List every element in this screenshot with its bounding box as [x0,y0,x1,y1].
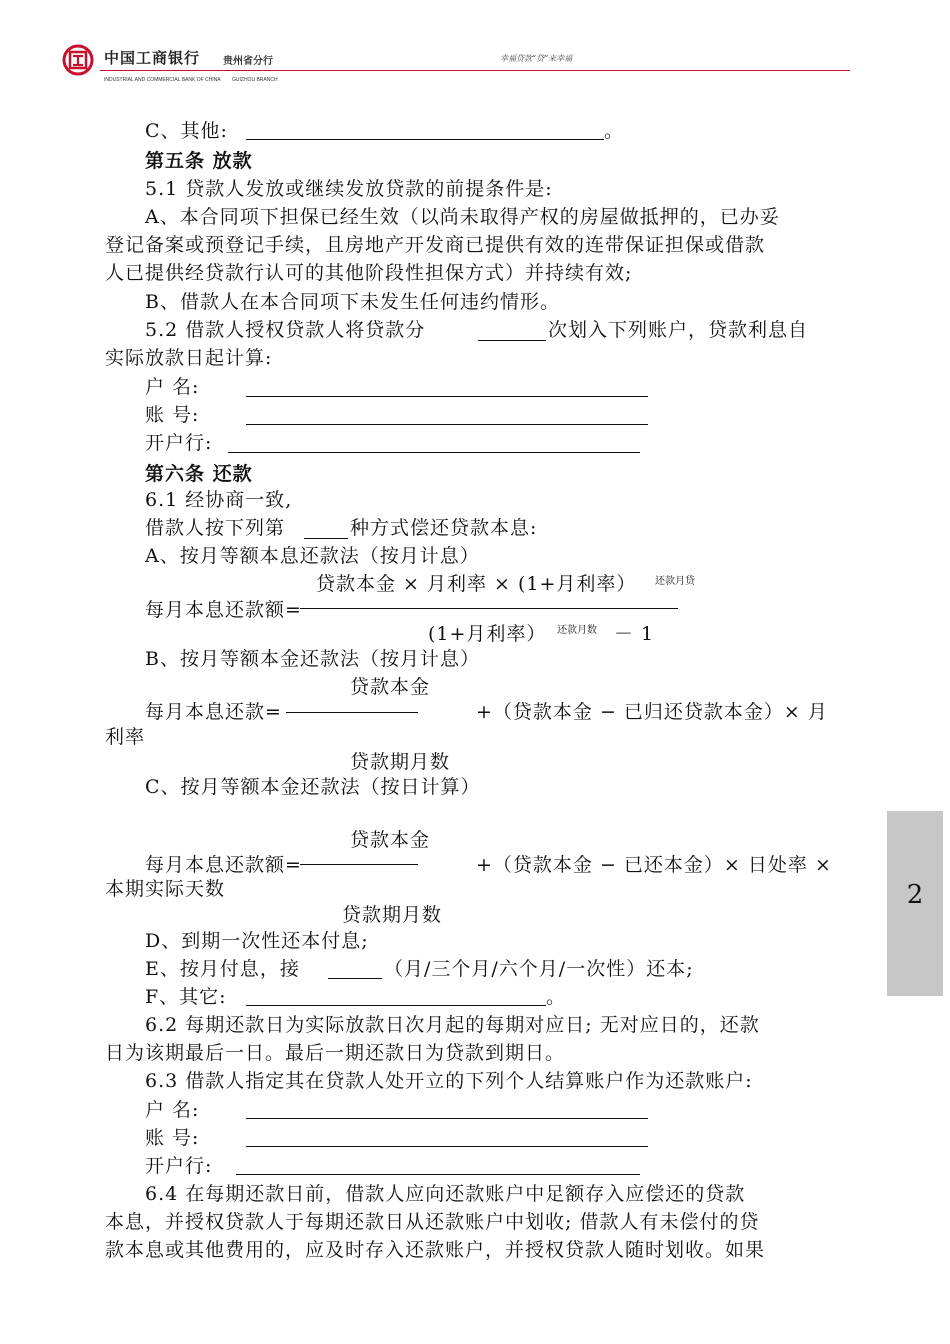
c-other-end: 。 [604,120,625,142]
clause-5-1-a-line3: 人已提供经贷款行认可的其他阶段性担保方式）并持续有效; [105,262,633,284]
clause-5-1-b: B、借款人在本合同项下未发生任何违约情形。 [145,291,560,313]
option-a: A、按月等额本息还款法（按月计息） [145,545,480,567]
repay-account-bank-blank [236,1174,640,1175]
option-e-blank [328,978,382,979]
clause-5-1-a-line1: A、本合同项下担保已经生效（以尚未取得产权的房屋做抵押的，已办妥 [145,206,780,228]
clause-6-4-line2: 本息，并授权贷款人于每期还款日从还款账户中划收; 借款人有未偿付的贷 [105,1211,760,1233]
formula-b-numerator: 贷款本金 [350,676,431,698]
repay-account-name-blank [246,1118,648,1119]
repay-account-name-label: 户 名: [145,1099,200,1121]
formula-b-fraction-bar [286,712,418,713]
clause-5-2-line2: 实际放款日起计算: [105,347,273,369]
page-number: 2 [906,880,924,910]
formula-a-fraction-bar [300,608,678,609]
account-name-blank [246,396,648,397]
formula-a-lhs: 每月本息还款额= [145,599,302,621]
repay-account-bank-label: 开户行: [145,1155,213,1177]
option-e-post: （月/三个月/六个月/一次性）还本; [384,958,694,980]
branch-name-en: GUIZHOU BRANCH [232,77,278,83]
option-b: B、按月等额本金还款法（按月计息） [145,648,480,670]
clause-5-2-post: 次划入下列账户，贷款利息自 [548,319,809,341]
account-number-label: 账 号: [145,404,200,426]
clause-6-1: 6.1 经协商一致, [145,489,293,511]
clause-6-2-line1: 6.2 每期还款日为实际放款日次月起的每期对应日; 无对应日的，还款 [145,1014,760,1036]
method-blank [304,538,348,539]
bank-name: 中国工商银行 [104,49,201,67]
icbc-logo-icon [62,44,94,76]
clause-6-4-line3: 款本息或其他费用的，应及时存入还款账户，并授权贷款人随时划收。如果 [105,1239,766,1261]
article-5-title: 第五条 放款 [145,150,253,172]
header-divider [100,70,850,71]
formula-c-denominator: 贷款期月数 [342,904,443,926]
account-bank-blank [228,452,640,453]
formula-a-den-exponent: 还款月数 [557,625,597,636]
c-other-label: C、其他: [145,120,228,142]
option-f-end: 。 [546,986,567,1008]
clause-6-1-pre: 借款人按下列第 [145,517,286,539]
formula-b-tail: +（贷款本金 − 已归还贷款本金）× 月 [476,701,828,723]
clause-5-2-pre: 5.2 借款人授权贷款人将贷款分 [145,319,426,341]
clause-5-1-a-line2: 登记备案或预登记手续，且房地产开发商已提供有效的连带保证担保或借款 [105,234,766,256]
option-e-pre: E、按月付息，接 [145,958,300,980]
c-other-blank [246,139,604,140]
clause-6-1-post: 种方式偿还贷款本息: [350,517,538,539]
formula-a-numerator: 贷款本金 × 月利率 × (1+月利率） [316,573,637,595]
formula-a-den-tail: － 1 [614,623,655,645]
clause-6-2-line2: 日为该期最后一日。最后一期还款日为贷款到期日。 [105,1042,566,1064]
article-6-title: 第六条 还款 [145,463,253,485]
repay-account-number-blank [246,1146,648,1147]
bank-name-en: INDUSTRIAL AND COMMERCIAL BANK OF CHINA [104,77,221,83]
formula-a-denominator: (1+月利率） [428,623,547,645]
formula-c-lhs: 每月本息还款额= [145,854,302,876]
clause-6-3: 6.3 借款人指定其在贷款人处开立的下列个人结算账户作为还款账户: [145,1070,753,1092]
repay-account-number-label: 账 号: [145,1127,200,1149]
formula-b-denominator: 贷款期月数 [350,751,451,773]
slogan: 幸福贷款“贷”来幸福 [500,54,573,63]
formula-b-lhs: 每月本息还款= [145,701,282,723]
formula-c-wrap: 本期实际天数 [105,878,226,900]
clause-6-4-line1: 6.4 在每期还款日前，借款人应向还款账户中足额存入应偿还的贷款 [145,1183,746,1205]
branch-name: 贵州省分行 [223,56,273,67]
option-f-blank [246,1005,546,1006]
installments-blank [478,340,546,341]
option-f-label: F、其它: [145,986,227,1008]
option-c: C、按月等额本金还款法（按日计算） [145,776,481,798]
formula-a-exponent: 还款月贷 [655,576,695,587]
account-name-label: 户 名: [145,376,200,398]
clause-5-1: 5.1 贷款人发放或继续发放贷款的前提条件是: [145,178,553,200]
option-d: D、到期一次性还本付息; [145,930,369,952]
account-number-blank [246,424,648,425]
account-bank-label: 开户行: [145,432,213,454]
formula-c-tail: +（贷款本金 − 已还本金）× 日处率 × [476,854,832,876]
formula-c-numerator: 贷款本金 [350,829,431,851]
formula-b-wrap: 利率 [105,726,146,748]
formula-c-fraction-bar [300,864,418,865]
